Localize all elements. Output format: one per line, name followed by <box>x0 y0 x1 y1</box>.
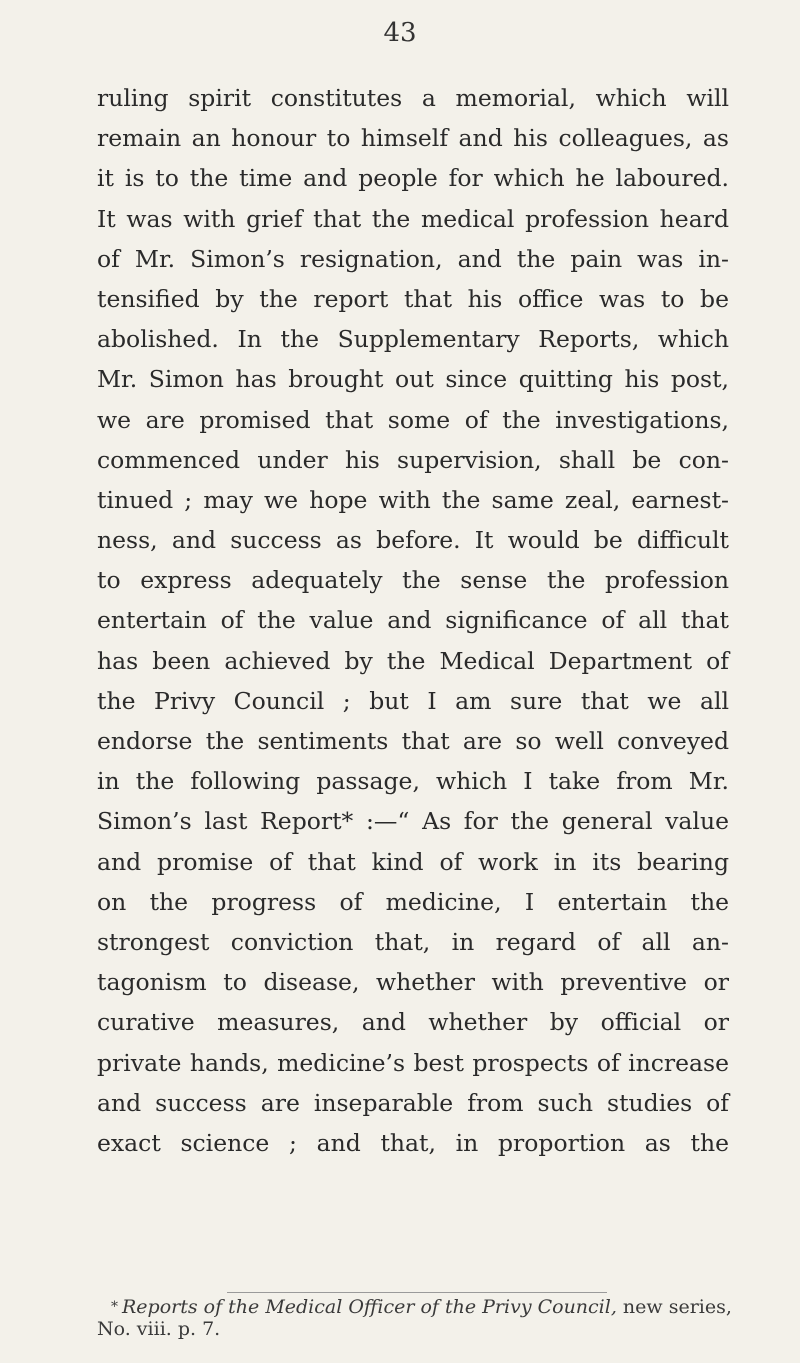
text-line: it is to the time and people for which he laboured. <box>97 164 729 193</box>
text-line: It was with grief that the medical profession heard <box>97 204 729 233</box>
text-line: strongest conviction that, in regard of all an- <box>97 927 729 956</box>
text-line: tensified by the report that his office was to be <box>97 284 729 313</box>
text-line: to express adequately the sense the profession <box>97 566 729 595</box>
text-line: private hands, medicine’s best prospects of increase <box>97 1048 729 1077</box>
body-text <box>97 78 729 1163</box>
text-line: curative measures, and whether by official or <box>97 1008 729 1037</box>
text-line: we are promised that some of the investigations, <box>97 405 729 434</box>
footnote-line-2: No. viii. p. 7. <box>97 1318 221 1340</box>
text-line: on the progress of medicine, I entertain the <box>97 887 729 916</box>
text-line: commenced under his supervision, shall be con- <box>97 445 729 474</box>
text-line: and promise of that kind of work in its bearing <box>97 847 729 876</box>
text-line: ruling spirit constitutes a memorial, which will <box>97 84 729 112</box>
text-line: endorse the sentiments that are so well conveyed <box>97 727 729 755</box>
footnote-title: Reports of the Medical Officer of the Privy Council, <box>122 1296 617 1318</box>
page-number: 43 <box>383 18 417 48</box>
text-line: exact science ; and that, in proportion as the <box>97 1128 729 1157</box>
text-line: of Mr. Simon’s resignation, and the pain was in- <box>97 244 729 273</box>
text-line: ness, and success as before. It would be difficult <box>97 526 729 555</box>
text-line: tagonism to disease, whether with preventive or <box>97 968 729 997</box>
footnote-line-1 <box>97 1296 737 1318</box>
text-line: tinued ; may we hope with the same zeal, earnest- <box>97 485 729 514</box>
text-line: abolished. In the Supplementary Reports, which <box>97 325 729 354</box>
text-line: has been achieved by the Medical Department of <box>97 646 729 675</box>
text-line: in the following passage, which I take from Mr. <box>97 767 729 796</box>
text-line: and success are inseparable from such studies of <box>97 1088 729 1117</box>
footnote <box>97 1296 737 1340</box>
footnote-divider <box>227 1292 607 1293</box>
footnote-rest: new series, <box>616 1296 732 1318</box>
text-line: Mr. Simon has brought out since quitting his post, <box>97 365 729 394</box>
footnote-marker: * <box>111 1299 118 1315</box>
text-line: Simon’s last Report* :—“ As for the general value <box>97 807 729 836</box>
text-line: entertain of the value and significance of all that <box>97 606 729 635</box>
text-line: the Privy Council ; but I am sure that we all <box>97 686 729 715</box>
text-line: remain an honour to himself and his colleagues, as <box>97 124 729 153</box>
